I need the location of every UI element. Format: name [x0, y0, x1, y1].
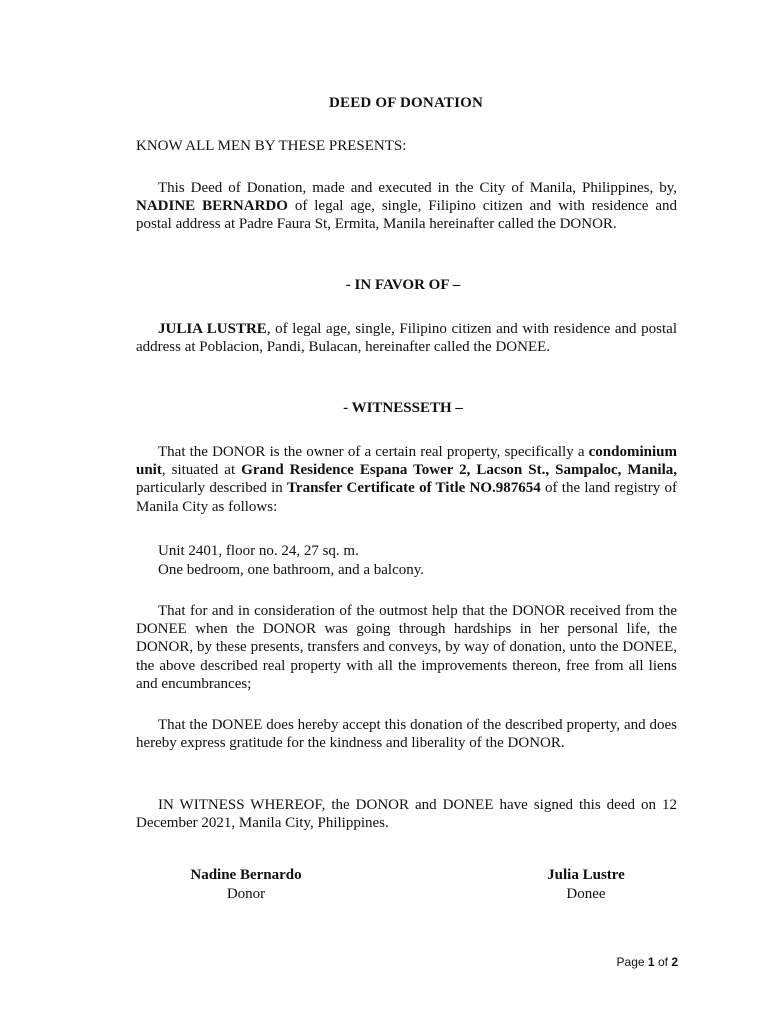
page-number: Page 1 of 2 [616, 955, 678, 969]
donor-paragraph: This Deed of Donation, made and executed in the City of Manila, Philippines, by, NADINE BERNARDO of legal age, single, Filipino citizen and with residence and postal address at Padre Faura St, Ermita, Manila hereinafter called the DONOR. [136, 180, 677, 233]
donee-name: JULIA LUSTRE [158, 321, 267, 337]
donor-signature-block [176, 866, 316, 903]
property-detail-line: Unit 2401, floor no. 24, 27 sq. m. [158, 543, 359, 559]
opening-line: KNOW ALL MEN BY THESE PRESENTS: [136, 138, 407, 154]
donor-name: NADINE BERNARDO [136, 198, 288, 215]
witnesseth-heading: - WITNESSETH – [343, 400, 463, 416]
witness-paragraph: IN WITNESS WHEREOF, the DONOR and DONEE have signed this deed on 12 December 2021, Manila City, Philippines. [136, 797, 677, 832]
document-title: DEED OF DONATION [328, 95, 484, 111]
title-reference: Transfer Certificate of Title NO.987654 [287, 480, 541, 497]
donee-signature-block [528, 866, 644, 903]
property-detail-line: One bedroom, one bathroom, and a balcony. [158, 561, 425, 578]
donee-signature-role: Donee [566, 885, 606, 902]
donor-signature-name: Nadine Bernardo [190, 867, 302, 883]
donee-signature-name: Julia Lustre [547, 867, 625, 883]
property-location: Grand Residence Espana Tower 2, Lacson St., Sampaloc, Manila, [241, 462, 677, 479]
unit-type: condominium unit [136, 444, 677, 479]
property-details [158, 542, 424, 579]
in-favor-heading: - IN FAVOR OF – [345, 277, 461, 293]
donee-paragraph: JULIA LUSTRE, of legal age, single, Filipino citizen and with residence and postal address at Poblacion, Pandi, Bulacan, hereinafter called the DONEE. [136, 321, 677, 356]
donor-signature-role: Donor [226, 885, 266, 902]
consideration-paragraph: That for and in consideration of the outmost help that the DONOR received from the DONEE when the DONOR was going through hardships in her personal life, the DONOR, by these presents, transfers and conveys, by way of donation, unto the DONEE, the above described real property with all the improvements thereon, free from all liens and encumbrances; [136, 603, 677, 692]
property-paragraph: That the DONOR is the owner of a certain real property, specifically a condominium unit, situated at Grand Residence Espana Tower 2, Lacson St., Sampaloc, Manila, particularly described in Transfer Certificate of Title NO.987654 of the land registry of Manila City as follows: [136, 444, 677, 515]
acceptance-paragraph: That the DONEE does hereby accept this donation of the described property, and does hereby express gratitude for the kindness and liberality of the DONOR. [136, 717, 677, 752]
